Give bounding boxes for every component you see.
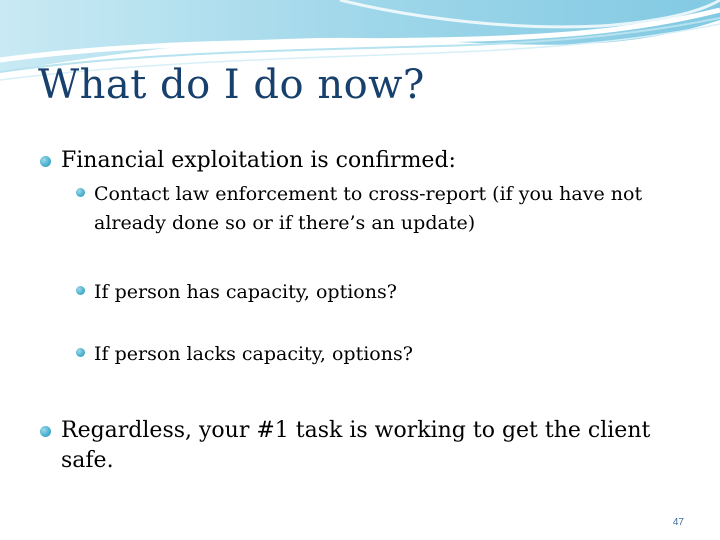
bullet-icon: [40, 156, 51, 167]
page-number: 47: [672, 517, 684, 528]
bullet-icon: [40, 426, 51, 437]
bullet-text: Regardless, your #1 task is working to get the client safe.: [61, 418, 651, 473]
bullet-item-2: [76, 180, 676, 238]
bullet-icon: [76, 188, 85, 197]
bullet-text: If person lacks capacity, options?: [94, 343, 413, 365]
bullet-text: Financial exploitation is confirmed:: [61, 148, 456, 173]
bullet-item-3: [76, 278, 676, 307]
bullet-icon: [76, 348, 85, 357]
bullet-text: If person has capacity, options?: [94, 281, 397, 303]
bullet-item-5: [40, 416, 660, 476]
slide-title: What do I do now?: [38, 62, 425, 108]
bullet-item-4: [76, 340, 676, 369]
bullet-text: Contact law enforcement to cross-report (if you have not already done so or if there’s an update): [94, 183, 643, 234]
bullet-icon: [76, 286, 85, 295]
bullet-item-1: [40, 146, 680, 176]
